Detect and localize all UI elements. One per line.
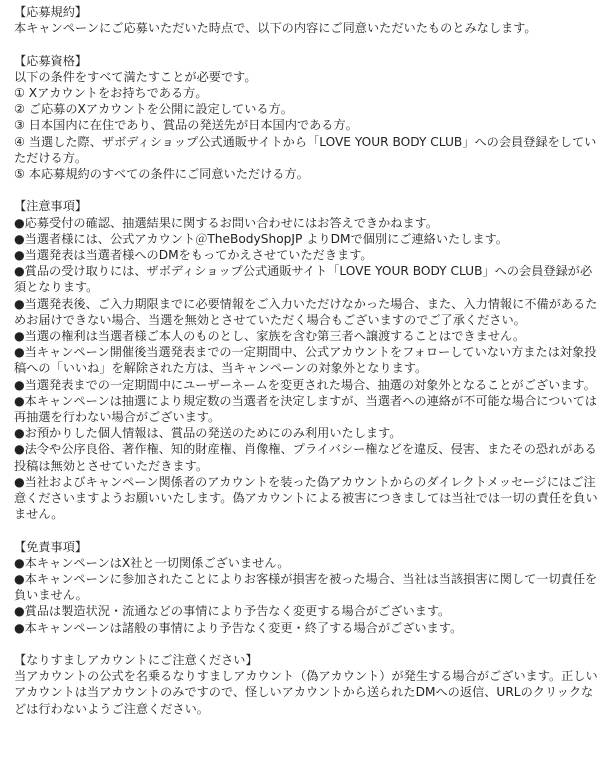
note-line: ●応募受付の確認、抽選結果に関するお問い合わせにはお答えできかねます。 xyxy=(14,215,439,230)
disclaimer-line: ●賞品は製造状況・流通などの事情により予告なく変更する場合がございます。 xyxy=(14,604,451,619)
disclaimer-line: ●本キャンペーンは諸般の事情により予告なく変更・終了する場合がございます。 xyxy=(14,620,463,635)
eligibility-line: ⑤ 本応募規約のすべての条件にご同意いただける方。 xyxy=(14,167,309,182)
warning-line: 当アカウントの公式を名乗るなりすましアカウント（偽アカウント）が発生する場合がございます。正しいアカウントは当アカウントのみですので、怪しいアカウントから送られたDMへの返信、URLのクリックなどは行わないようご注意ください。 xyxy=(14,669,598,716)
section-heading: 【なりすましアカウントにご注意ください】 xyxy=(14,653,258,668)
note-line: ●当選者様には、公式アカウント＠TheBodyShopJP よりDMで個別にご連絡いたします。 xyxy=(14,231,508,246)
note-line: ●当選発表は当選者様へのDMをもってかえさせていただきます。 xyxy=(14,248,373,263)
note-line: ●当選発表までの一定期間中にユーザーネームを変更された場合、抽選の対象外となることがございます。 xyxy=(14,377,596,392)
note-line: ●当選の権利は当選者様ご本人のものとし、家族を含む第三者へ譲渡することはできません。 xyxy=(14,329,526,344)
section-disclaimer xyxy=(14,539,603,636)
note-line: ●賞品の受け取りには、ザボディショップ公式通販サイト「LOVE YOUR BODY CLUB」への会員登録が必須となります。 xyxy=(14,264,593,295)
terms-line: 本キャンペーンにご応募いただいた時点で、以下の内容にご同意いただいたものとみなします。 xyxy=(14,21,537,36)
section-heading: 【応募規約】 xyxy=(14,5,88,19)
section-heading: 【免責事項】 xyxy=(14,539,88,554)
section-application-terms xyxy=(14,4,603,36)
disclaimer-line: ●本キャンペーンはX社と一切関係ございません。 xyxy=(14,555,290,570)
eligibility-line: ① Xアカウントをお持ちである方。 xyxy=(14,86,208,100)
disclaimer-line: ●本キャンペーンに参加されたことによりお客様が損害を被った場合、当社は当該損害に関して一切責任を負いません。 xyxy=(14,572,598,603)
eligibility-line: ④ 当選した際、ザボディショップ公式通販サイトから「LOVE YOUR BODY CLUB」への会員登録をしていただける方。 xyxy=(14,134,597,165)
note-line: ●お預かりした個人情報は、賞品の発送のためにのみ利用いたします。 xyxy=(14,426,402,441)
section-impersonation-warning xyxy=(14,652,603,717)
note-line: ●法令や公序良俗、著作権、知的財産権、肖像権、プライバシー権などを違反、侵害、またその恐れがある投稿は無効とさせていただきます。 xyxy=(14,442,597,473)
note-line: ●当選発表後、ご入力期限までに必要情報をご入力いただけなかった場合、また、入力情報に不備があるためお届けできない場合、当選を無効とさせていただく場合もございますのでご了承ください。 xyxy=(14,296,598,327)
note-line: ●当キャンペーン開催後当選発表までの一定期間中、公式アカウントをフォローしていない方または対象投稿への「いいね」を解除された方は、当キャンペーンの対象外となります。 xyxy=(14,345,597,376)
note-line: ●本キャンペーンは抽選により規定数の当選者を決定しますが、当選者への連絡が不可能な場合については再抽選を行わない場合がございます。 xyxy=(14,393,597,425)
section-heading: 【注意事項】 xyxy=(14,199,88,214)
eligibility-line: 以下の条件をすべて満たすことが必要です。 xyxy=(14,69,257,84)
section-heading: 【応募資格】 xyxy=(14,53,88,68)
eligibility-line: ③ 日本国内に在住であり、賞品の発送先が日本国内である方。 xyxy=(14,118,358,133)
note-line: ●当社およびキャンペーン関係者のアカウントを装った偽アカウントからのダイレクトメッセージにはご注意くださいますようお願いいたします。偽アカウントによる被害につきましては当社では一切の責任を負いません。 xyxy=(14,474,598,522)
eligibility-line: ② ご応募のXアカウントを公開に設定している方。 xyxy=(14,102,293,117)
section-notes xyxy=(14,198,603,522)
section-eligibility xyxy=(14,53,603,183)
